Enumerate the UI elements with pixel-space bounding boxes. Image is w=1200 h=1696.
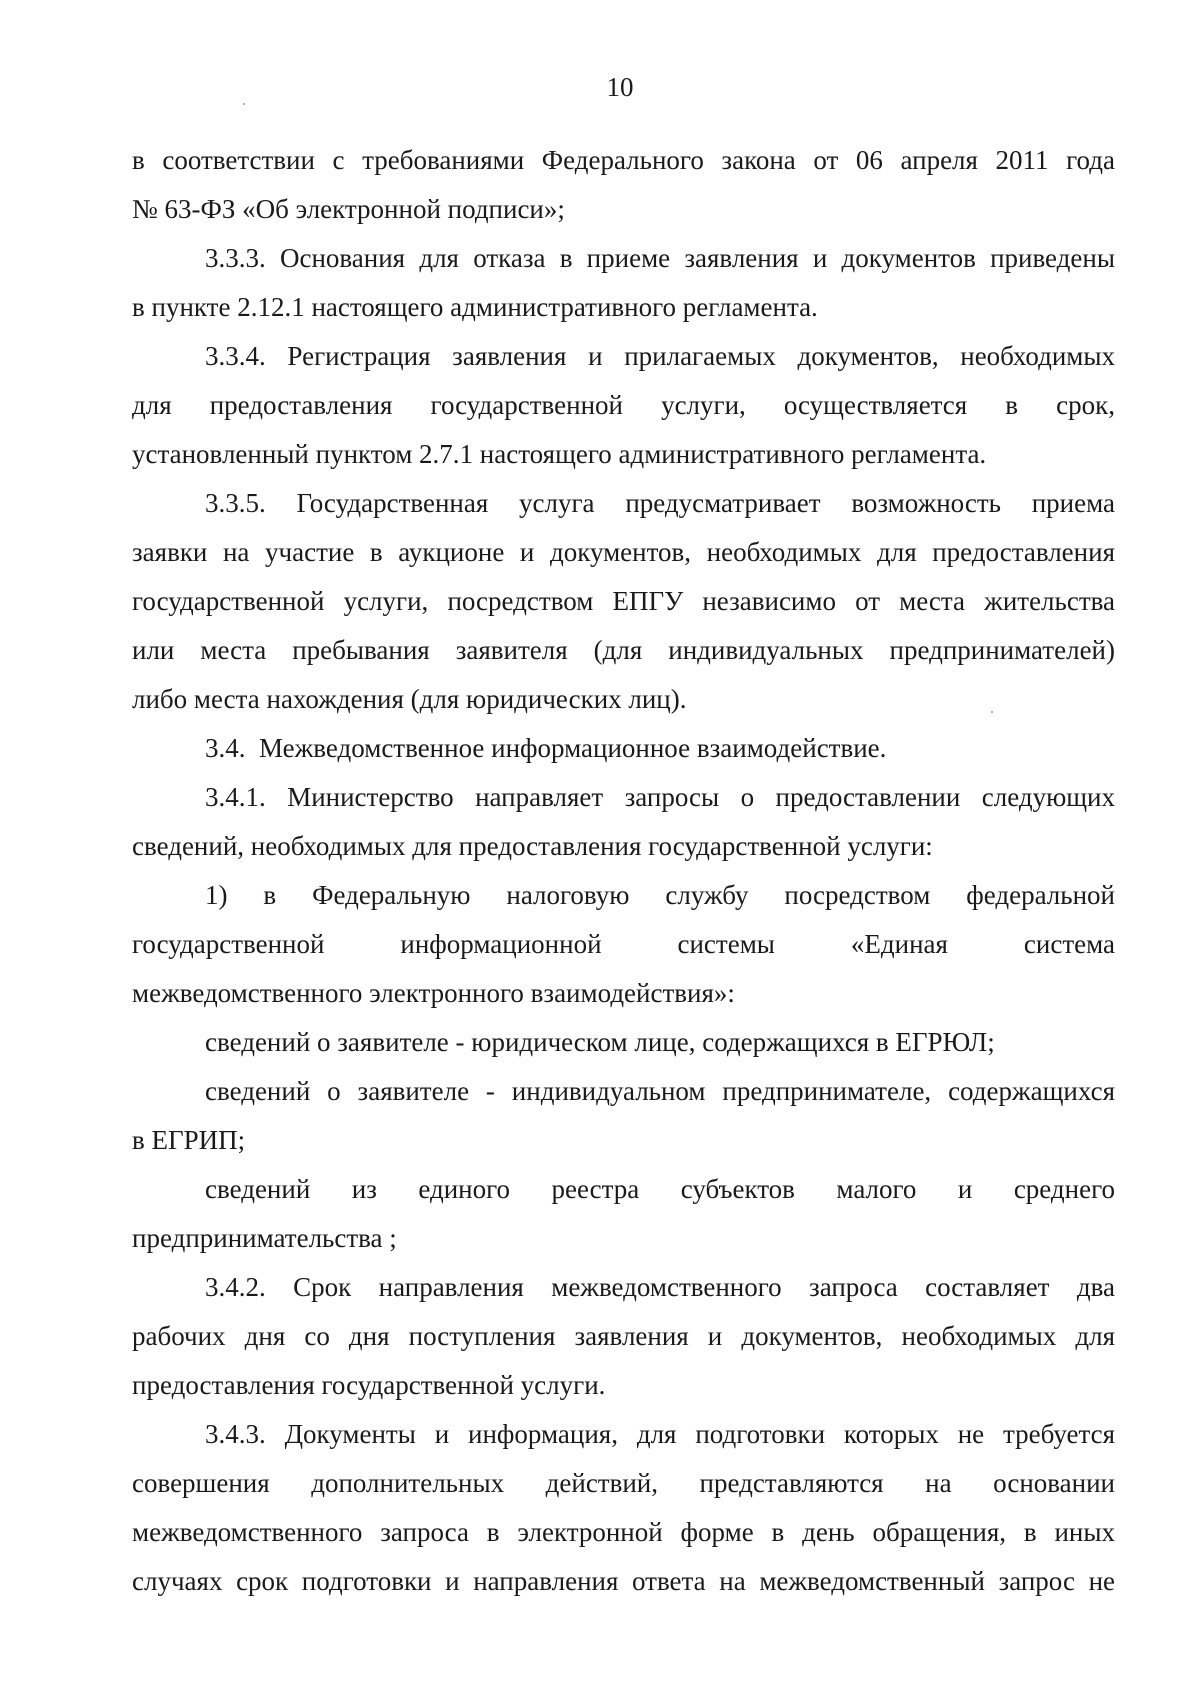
text-line: № 63-ФЗ «Об электронной подписи»; <box>132 194 565 224</box>
text-line: сведений из единого реестра субъектов малого и среднего <box>205 1174 1115 1204</box>
text-line: 1) в Федеральную налоговую службу посредством федеральной <box>205 880 1115 910</box>
text-line: рабочих дня со дня поступления заявления и документов, необходимых для <box>132 1321 1115 1351</box>
text-line: предоставления государственной услуги. <box>132 1370 606 1400</box>
paragraph <box>132 871 1115 1018</box>
text-line: 3.4.2. Срок направления межведомственного запроса составляет два <box>205 1272 1115 1302</box>
document-body <box>132 136 1115 1606</box>
text-line: в ЕГРИП; <box>132 1125 246 1155</box>
text-line: либо места нахождения (для юридических лиц). <box>132 684 687 714</box>
text-line: государственной информационной системы «Единая система <box>132 929 1115 959</box>
text-line: 3.3.5. Государственная услуга предусматривает возможность приема <box>205 488 1115 518</box>
paragraph <box>132 1263 1115 1410</box>
paragraph <box>132 136 1115 234</box>
text-line: совершения дополнительных действий, представляются на основании <box>132 1468 1115 1498</box>
paragraph <box>132 479 1115 724</box>
paragraph <box>132 1018 1115 1067</box>
scan-speck <box>991 711 993 713</box>
text-line: межведомственного электронного взаимодействия»: <box>132 978 735 1008</box>
text-line: в пункте 2.12.1 настоящего административного регламента. <box>132 292 818 322</box>
paragraph <box>132 1165 1115 1263</box>
section-heading <box>132 724 1115 773</box>
paragraph <box>132 234 1115 332</box>
text-line: 3.3.4. Регистрация заявления и прилагаемых документов, необходимых <box>205 341 1115 371</box>
text-line: для предоставления государственной услуги, осуществляется в срок, <box>132 390 1115 420</box>
text-line: установленный пунктом 2.7.1 настоящего административного регламента. <box>132 439 987 469</box>
text-line: межведомственного запроса в электронной форме в день обращения, в иных <box>132 1517 1115 1547</box>
paragraph <box>132 1067 1115 1165</box>
text-line: сведений о заявителе - юридическом лице, содержащихся в ЕГРЮЛ; <box>205 1027 995 1057</box>
scan-speck <box>243 103 245 105</box>
paragraph <box>132 773 1115 871</box>
text-line: государственной услуги, посредством ЕПГУ независимо от места жительства <box>132 586 1115 616</box>
text-line: сведений о заявителе - индивидуальном предпринимателе, содержащихся <box>205 1076 1115 1106</box>
text-line: заявки на участие в аукционе и документов, необходимых для предоставления <box>132 537 1115 567</box>
text-line: или места пребывания заявителя (для индивидуальных предпринимателей) <box>132 635 1115 665</box>
text-line: сведений, необходимых для предоставления государственной услуги: <box>132 831 933 861</box>
paragraph <box>132 332 1115 479</box>
text-line: 3.4.1. Министерство направляет запросы о предоставлении следующих <box>205 782 1115 812</box>
text-line: предпринимательства ; <box>132 1223 397 1253</box>
text-line: случаях срок подготовки и направления ответа на межведомственный запрос не <box>132 1566 1115 1596</box>
text-line: 3.3.3. Основания для отказа в приеме заявления и документов приведены <box>205 243 1115 273</box>
text-line: 3.4. Межведомственное информационное взаимодействие. <box>205 733 887 763</box>
page-number: 10 <box>606 72 634 102</box>
paragraph <box>132 1410 1115 1606</box>
text-line: в соответствии с требованиями Федерального закона от 06 апреля 2011 года <box>132 145 1115 175</box>
text-line: 3.4.3. Документы и информация, для подготовки которых не требуется <box>205 1419 1115 1449</box>
